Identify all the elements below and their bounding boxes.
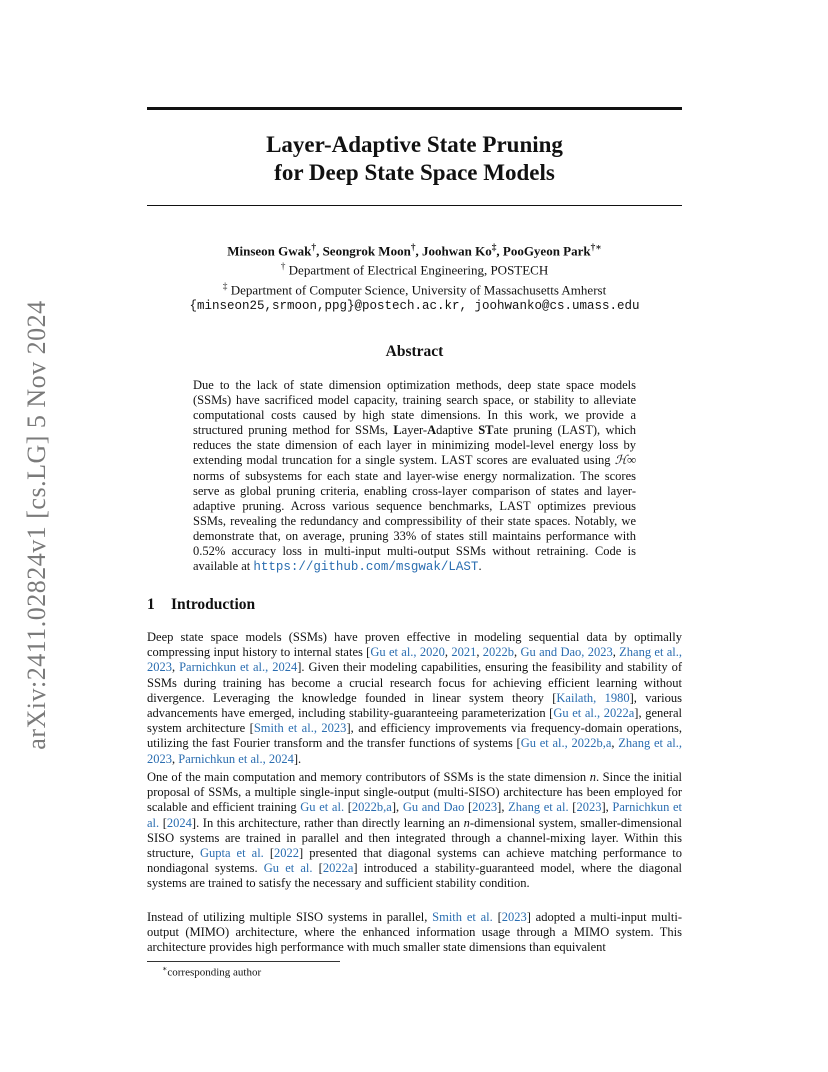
- citation-link[interactable]: 2021: [451, 645, 477, 660]
- p1-text-4: ], general system architecture [: [147, 706, 682, 736]
- citation-link[interactable]: Zhang et al.: [508, 800, 569, 815]
- author-1-mark: †: [311, 243, 317, 253]
- citation-link[interactable]: 2024: [166, 815, 192, 830]
- p1-text-5: ], and efficiency improvements via frequency-domain operations, utilizing the fast Fourier transform and the transfer functions of systems [: [147, 721, 682, 751]
- paper-title: [147, 131, 682, 187]
- p1-sep-5: ,: [172, 660, 180, 675]
- citation-link[interactable]: Gu et al.: [300, 800, 345, 815]
- intro-paragraph-2: [147, 770, 682, 892]
- abstract-text-1: Due to the lack of state dimension optimization methods, deep state space models (SSMs) have sacrificed model capacity, training search space, or stability to alleviate computational costs caused by high state dimensions. In this work, we provide a structured pruning method for SSMs,: [193, 378, 636, 438]
- p2-bracket: [: [263, 846, 275, 861]
- abstract-acronym-daptive: daptive: [436, 423, 479, 438]
- author-2-mark: †: [410, 243, 416, 253]
- p2-bracket: [: [312, 861, 323, 876]
- p2-bracket: [: [464, 800, 473, 815]
- p2-bracket: [: [568, 800, 577, 815]
- affiliation-2-text: Department of Computer Science, University of Massachusetts Amherst: [230, 281, 607, 297]
- citation-link[interactable]: Kailath, 1980: [556, 690, 630, 705]
- p3-bracket: [: [492, 910, 502, 924]
- p3-text-1: Instead of utilizing multiple SISO systems in parallel,: [147, 910, 433, 924]
- p1-sep-2: ,: [476, 645, 483, 660]
- author-names: Minseon Gwak†, Seongrok Moon†, Joohwan Ko‡, PooGyeon Park†∗: [227, 243, 602, 259]
- p2-text-2: . Since the initial proposal of SSMs, a multiple single-input single-output (multi-SISO) architecture has been employed for scalable and efficient training: [147, 770, 682, 815]
- citation-link[interactable]: Gu et al.: [263, 861, 313, 876]
- citation-link[interactable]: 2023: [472, 800, 498, 815]
- p1-text-1: Deep state space models (SSMs) have proven effective in modeling sequential data by optimally compressing input history to internal states [: [147, 630, 682, 660]
- p1-text-2: ]. Given their modeling capabilities, ensuring the feasibility and stability of SSMs during training has become a crucial research focus for achieving efficient learning without divergence. Leveraging the knowledge founded in linear system theory [: [147, 660, 682, 705]
- arxiv-identifier-stamp: [22, 290, 52, 760]
- math-n: n: [463, 815, 470, 830]
- abstract-acronym-ST: ST: [478, 423, 494, 438]
- p2-bracket: [: [159, 815, 167, 830]
- p2-text-4: -dimensional system, smaller-dimensional SISO systems are trained in parallel and then integrated through a channel-mixing layer. Within this structure,: [147, 815, 682, 861]
- citation-link[interactable]: Parnichkun et al.: [147, 800, 683, 830]
- citation-link[interactable]: Gu et al., 2020: [370, 645, 445, 660]
- code-url-link[interactable]: https://github.com/msgwak/LAST: [253, 560, 479, 575]
- footnote-rule: [147, 961, 340, 962]
- p1-sep-4: ,: [612, 645, 620, 660]
- citation-link[interactable]: Zhang et al., 2023: [147, 645, 683, 675]
- citation-link[interactable]: Parnichkun et al., 2024: [179, 660, 298, 675]
- abstract-acronym-A: A: [427, 423, 437, 438]
- title-rule-bottom: [147, 205, 682, 206]
- math-n: n: [589, 770, 596, 784]
- p2-bracket: [: [344, 800, 352, 815]
- affiliation-2: [147, 279, 682, 298]
- citation-link[interactable]: Gu et al., 2022a: [553, 706, 635, 721]
- affiliation-1-text: Department of Electrical Engineering, POSTECH: [288, 262, 549, 278]
- citation-link[interactable]: Zhang et al., 2023: [147, 736, 683, 766]
- author-3: Joohwan Ko: [421, 243, 492, 259]
- footnote-text: corresponding author: [167, 966, 262, 979]
- citation-link[interactable]: Parnichkun et al., 2024: [178, 751, 294, 766]
- p1-sep-10: ,: [611, 736, 619, 751]
- footnote: [162, 964, 261, 979]
- author-emails: {minseon25,srmoon,ppg}@postech.ac.kr, joohwanko@cs.umass.edu: [189, 298, 640, 313]
- title-rule-top: [147, 107, 682, 110]
- author-3-mark: ‡: [491, 243, 497, 253]
- affiliation-1: [147, 259, 682, 278]
- citation-link[interactable]: Smith et al., 2023: [253, 721, 347, 736]
- abstract-text-4: .: [478, 559, 482, 574]
- title-line-2: for Deep State Space Models: [274, 160, 555, 185]
- p2-text-6: ] introduced a stability-guaranteed model, where the diagonal systems are trained to satisfy the necessary and sufficient stability condition.: [147, 861, 682, 891]
- citation-link[interactable]: Gupta et al.: [199, 846, 264, 861]
- p1-sep-3: ,: [514, 645, 521, 660]
- author-4-mark: †∗: [590, 243, 602, 253]
- author-1: Minseon Gwak: [227, 243, 312, 259]
- section-title: Introduction: [171, 596, 256, 613]
- citation-link[interactable]: Gu et al., 2022b,a: [520, 736, 612, 751]
- abstract-text-3: norms of subsystems for each state and layer-wise energy normalization. The scores serve as global pruning criteria, enabling cross-layer comparison of states and layer-adaptive pruning. Across various sequence benchmarks, LAST optimizes previous SSMs, revealing the redundancy and compressibility of their state spaces. Notably, we demonstrate that, on average, pruning 33% of states still maintains performance with 0.52% accuracy loss in multi-input multi-output SSMs without retraining. Code is available at: [193, 468, 636, 574]
- p2-text-1: One of the main computation and memory contributors of SSMs is the state dimension: [147, 770, 590, 784]
- p2-text-5: ] presented that diagonal systems can achieve matching performance to nondiagonal systems.: [147, 846, 682, 876]
- citation-link[interactable]: Gu and Dao, 2023: [520, 645, 613, 660]
- citation-link[interactable]: Gu and Dao: [402, 800, 465, 815]
- citation-link[interactable]: 2022: [274, 846, 300, 861]
- p1-text-6: ].: [293, 751, 302, 766]
- affiliation-2-mark: ‡: [222, 281, 228, 292]
- abstract-text-2: which reduces the state dimension of each layer in minimizing model-level energy loss by extending modal truncation for a single system. LAST scores are evaluated using: [193, 423, 637, 468]
- author-2: Seongrok Moon: [322, 243, 411, 259]
- citation-link[interactable]: 2023: [501, 910, 527, 924]
- p2-bracket: ],: [391, 800, 403, 815]
- citation-link[interactable]: 2023: [576, 800, 602, 815]
- p2-text-3: ]. In this architecture, rather than directly learning an: [191, 815, 464, 830]
- h-infinity-symbol: ℋ∞: [614, 453, 636, 468]
- footnote-mark: ∗: [162, 964, 168, 973]
- abstract-heading: Abstract: [385, 343, 444, 360]
- p2-bracket: ],: [497, 800, 509, 815]
- p1-sep-1: ,: [444, 645, 452, 660]
- abstract-acronym-L: L: [393, 423, 402, 438]
- citation-link[interactable]: 2022a: [322, 861, 354, 876]
- abstract-acronym-ate: ate pruning (LAST),: [493, 423, 601, 438]
- abstract-acronym-ayer: ayer-: [401, 423, 428, 438]
- author-block: [147, 240, 682, 315]
- author-4: PooGyeon Park: [502, 243, 591, 259]
- abstract-body: [193, 378, 636, 575]
- citation-link[interactable]: 2022b,a: [351, 800, 392, 815]
- citation-link[interactable]: 2022b: [482, 645, 515, 660]
- section-number: 1: [147, 596, 155, 613]
- arxiv-id-text: arXiv:2411.02824v1 [cs.LG] 5 Nov 2024: [22, 300, 51, 750]
- intro-paragraph-1: [147, 630, 682, 767]
- affiliation-1-mark: †: [280, 262, 286, 273]
- section-heading-introduction: [147, 596, 255, 614]
- intro-paragraph-3: [147, 910, 682, 956]
- p1-text-3: ], various advancements have emerged, including stability-guaranteeing parameterization [: [147, 690, 682, 721]
- p3-text-2: ] adopted a multi-input multi-output (MIMO) architecture, where the enhanced information usage through a MIMO system. This architecture provides high performance with much smaller state dimensions than equivalent: [147, 910, 682, 955]
- p2-bracket: ],: [601, 800, 613, 815]
- title-line-1: Layer-Adaptive State Pruning: [266, 132, 563, 157]
- p1-sep-11: ,: [172, 751, 179, 766]
- citation-link[interactable]: Smith et al.: [432, 910, 493, 924]
